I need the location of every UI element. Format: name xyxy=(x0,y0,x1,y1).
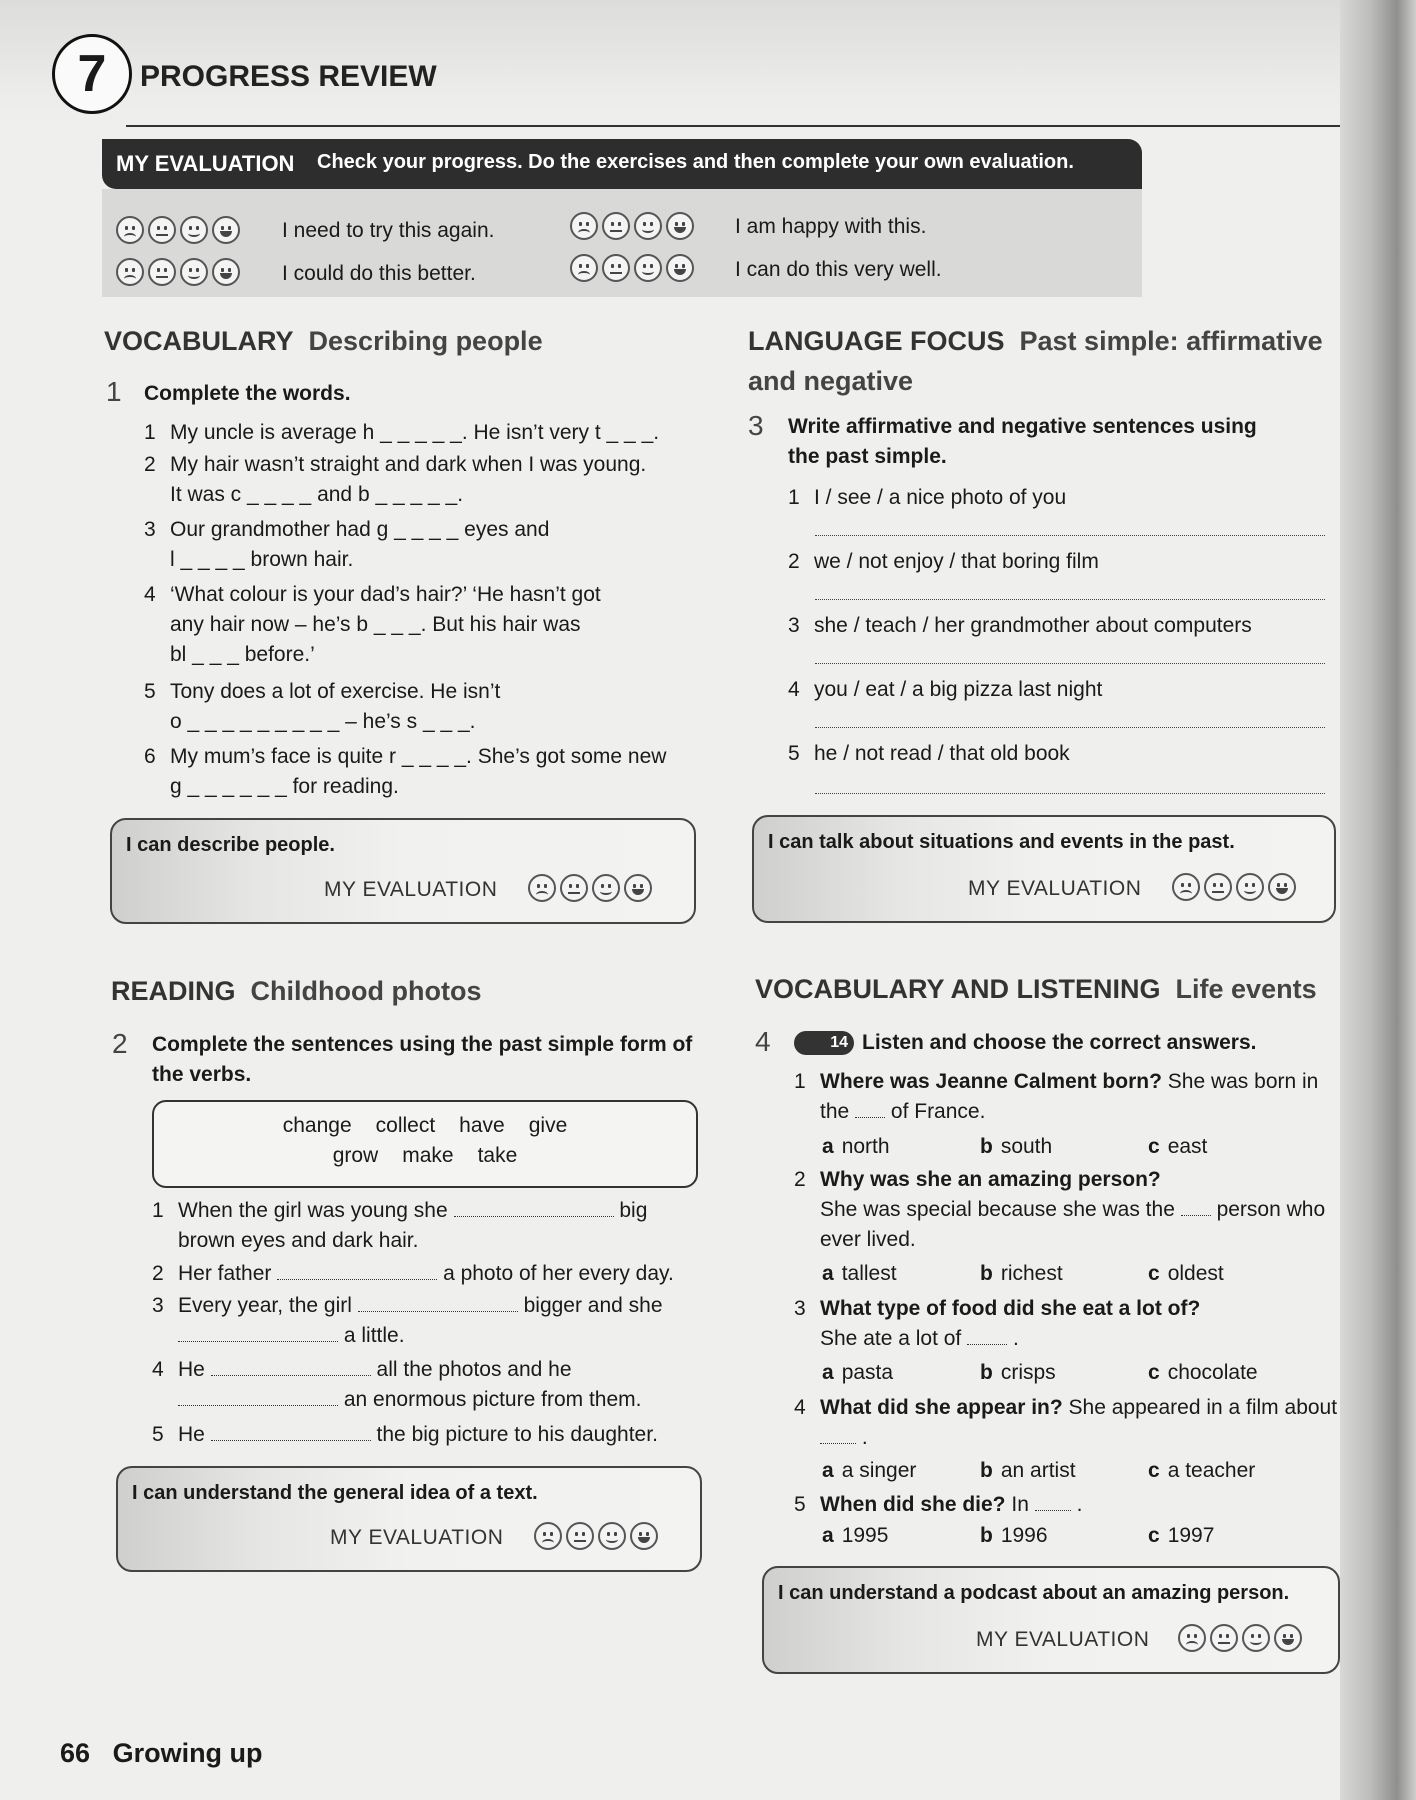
answer-blank[interactable] xyxy=(1181,1199,1211,1216)
vocab-item-1: 1 My uncle is average h _ _ _ _ _. He isn’t very t _ _ _. xyxy=(144,421,660,444)
exercise-instruction: Write affirmative and negative sentences using the past simple. xyxy=(788,415,1257,468)
option-c[interactable]: c east xyxy=(1148,1135,1208,1158)
vocab-item-5: 5 Tony does a lot of exercise. He isn’t o _ _ _ _ _ _ _ _ _ – he’s s _ _ _. xyxy=(144,680,501,733)
exercise-instruction: 14 Listen and choose the correct answers. xyxy=(794,1028,1256,1058)
langfocus-item-4: 4 you / eat / a big pizza last night xyxy=(788,678,1103,701)
option-b[interactable]: b crisps xyxy=(980,1361,1056,1384)
option-b[interactable]: b an artist xyxy=(980,1459,1076,1482)
legend-text-2: I could do this better. xyxy=(282,262,476,285)
sad-face-icon xyxy=(116,216,144,244)
vocab-item-6: 6 My mum’s face is quite r _ _ _ _. She’s got some new g _ _ _ _ _ _ for reading. xyxy=(144,745,667,798)
answer-blank[interactable] xyxy=(211,1424,371,1441)
smile-face-icon[interactable] xyxy=(592,874,620,902)
sad-face-icon xyxy=(116,258,144,286)
answer-line[interactable] xyxy=(815,793,1325,794)
vocab-item-2: 2 My hair wasn’t straight and dark when I was young. It was c _ _ _ _ and b _ _ _ _ _. xyxy=(144,453,647,506)
reading-item-5: 5 He the big picture to his daughter. xyxy=(152,1423,658,1446)
neutral-face-icon xyxy=(148,216,176,244)
option-a[interactable]: a north xyxy=(822,1135,890,1158)
evaluation-label: MY EVALUATION xyxy=(116,151,295,176)
vocab-section-title xyxy=(104,326,543,357)
can-do-box-langfocus xyxy=(752,815,1336,923)
neutral-face-icon xyxy=(602,212,630,240)
page-title: PROGRESS REVIEW xyxy=(140,60,437,93)
reading-title: READING xyxy=(111,976,236,1006)
sad-face-icon xyxy=(570,254,598,282)
answer-line[interactable] xyxy=(815,727,1325,728)
vocab-title: VOCABULARY xyxy=(104,326,294,356)
reading-section-title xyxy=(111,976,481,1007)
exercise-number: 3 xyxy=(748,410,764,441)
happy-face-icon xyxy=(212,216,240,244)
answer-blank[interactable] xyxy=(277,1263,437,1280)
can-do-box-vocab xyxy=(110,818,696,924)
my-evaluation-label: MY EVALUATION xyxy=(976,1628,1150,1651)
self-evaluation-faces[interactable] xyxy=(1178,1624,1302,1652)
sad-face-icon[interactable] xyxy=(534,1522,562,1550)
reading-item-1: 1 When the girl was young she big brown eyes and dark hair. xyxy=(152,1199,648,1252)
answer-blank[interactable] xyxy=(454,1200,614,1217)
answer-blank[interactable] xyxy=(178,1389,338,1406)
legend-faces-2 xyxy=(116,258,240,286)
option-a[interactable]: a 1995 xyxy=(822,1524,889,1547)
vocab-item-3: 3 Our grandmother had g _ _ _ _ eyes and l _ _ _ _ brown hair. xyxy=(144,518,550,571)
listening-question-3: 3 What type of food did she eat a lot of? She ate a lot of . xyxy=(794,1297,1201,1350)
sad-face-icon[interactable] xyxy=(1172,873,1200,901)
answer-line[interactable] xyxy=(815,663,1325,664)
listening-subtitle: Life events xyxy=(1175,974,1317,1004)
option-b[interactable]: b richest xyxy=(980,1262,1063,1285)
neutral-face-icon[interactable] xyxy=(560,874,588,902)
answer-line[interactable] xyxy=(815,599,1325,600)
langfocus-item-1: 1 I / see / a nice photo of you xyxy=(788,486,1067,509)
smile-face-icon[interactable] xyxy=(598,1522,626,1550)
listening-title: VOCABULARY AND LISTENING xyxy=(755,974,1161,1004)
langfocus-subtitle: Past simple: affirmative xyxy=(1019,326,1323,356)
langfocus-item-3: 3 she / teach / her grandmother about computers xyxy=(788,614,1252,637)
page-number: 66 xyxy=(60,1738,91,1768)
reading-subtitle: Childhood photos xyxy=(250,976,482,1006)
unit-number-badge: 7 xyxy=(52,34,132,114)
book-spine xyxy=(1340,0,1416,1800)
self-evaluation-faces[interactable] xyxy=(534,1522,658,1550)
langfocus-item-2: 2 we / not enjoy / that boring film xyxy=(788,550,1099,573)
neutral-face-icon[interactable] xyxy=(566,1522,594,1550)
smile-face-icon xyxy=(180,216,208,244)
legend-text-3: I am happy with this. xyxy=(735,215,927,238)
option-a[interactable]: a tallest xyxy=(822,1262,897,1285)
evaluation-bar xyxy=(102,139,1142,189)
evaluation-instruction: Check your progress. Do the exercises and then complete your own evaluation. xyxy=(317,151,1074,173)
legend-faces-3 xyxy=(570,212,694,240)
answer-line[interactable] xyxy=(815,535,1325,536)
exercise-number: 1 xyxy=(106,376,122,407)
option-a[interactable]: a pasta xyxy=(822,1361,894,1384)
can-do-text: I can understand a podcast about an amazing person. xyxy=(778,1582,1290,1604)
answer-blank[interactable] xyxy=(967,1328,1007,1345)
vocab-item-4: 4 ‘What colour is your dad’s hair?’ ‘He hasn’t got any hair now – he’s b _ _ _. But his hair was bl _ _ _ before.’ xyxy=(144,583,601,666)
can-do-box-reading xyxy=(116,1466,702,1572)
answer-blank[interactable] xyxy=(358,1295,518,1312)
self-evaluation-faces[interactable] xyxy=(528,874,652,902)
sad-face-icon[interactable] xyxy=(1178,1624,1206,1652)
listening-question-4: 4 What did she appear in? She appeared in a film about . xyxy=(794,1396,1338,1449)
option-c[interactable]: c chocolate xyxy=(1148,1361,1258,1384)
answer-blank[interactable] xyxy=(211,1359,371,1376)
happy-face-icon xyxy=(666,254,694,282)
happy-face-icon[interactable] xyxy=(1274,1624,1302,1652)
listening-question-5: 5 When did she die? In . xyxy=(794,1493,1083,1516)
exercise-number: 2 xyxy=(112,1028,128,1059)
legend-text-4: I can do this very well. xyxy=(735,258,942,281)
answer-blank[interactable] xyxy=(178,1325,338,1342)
smile-face-icon xyxy=(634,212,662,240)
neutral-face-icon[interactable] xyxy=(1204,873,1232,901)
legend-text-1: I need to try this again. xyxy=(282,219,495,242)
can-do-box-listening xyxy=(762,1566,1340,1674)
happy-face-icon[interactable] xyxy=(1268,873,1296,901)
smile-face-icon[interactable] xyxy=(1242,1624,1270,1652)
sad-face-icon[interactable] xyxy=(528,874,556,902)
langfocus-subtitle-2: and negative xyxy=(748,366,914,396)
legend-faces-1 xyxy=(116,216,240,244)
audio-track-icon[interactable]: 14 xyxy=(794,1031,854,1055)
neutral-face-icon xyxy=(148,258,176,286)
word-box: change collect have give grow make take xyxy=(152,1100,698,1188)
can-do-text: I can talk about situations and events in the past. xyxy=(768,831,1235,853)
exercise-number: 4 xyxy=(755,1026,771,1057)
footer-title: Growing up xyxy=(112,1738,263,1768)
can-do-text: I can understand the general idea of a text. xyxy=(132,1482,538,1504)
answer-blank[interactable] xyxy=(1035,1494,1071,1511)
self-evaluation-faces[interactable] xyxy=(1172,873,1296,901)
option-c[interactable]: c 1997 xyxy=(1148,1524,1215,1547)
reading-item-2: 2 Her father a photo of her every day. xyxy=(152,1262,674,1285)
neutral-face-icon[interactable] xyxy=(1210,1624,1238,1652)
langfocus-item-5: 5 he / not read / that old book xyxy=(788,742,1070,765)
happy-face-icon[interactable] xyxy=(624,874,652,902)
option-a[interactable]: a a singer xyxy=(822,1459,917,1482)
my-evaluation-label: MY EVALUATION xyxy=(330,1526,504,1549)
listening-question-1: 1 Where was Jeanne Calment born? She was born in the of France. xyxy=(794,1070,1319,1123)
page-footer xyxy=(60,1738,263,1769)
reading-item-4: 4 He all the photos and he an enormous picture from them. xyxy=(152,1358,642,1411)
vocab-subtitle: Describing people xyxy=(308,326,543,356)
option-c[interactable]: c oldest xyxy=(1148,1262,1224,1285)
my-evaluation-label: MY EVALUATION xyxy=(968,877,1142,900)
neutral-face-icon xyxy=(602,254,630,282)
happy-face-icon xyxy=(666,212,694,240)
sad-face-icon xyxy=(570,212,598,240)
reading-item-3: 3 Every year, the girl bigger and she a little. xyxy=(152,1294,663,1347)
happy-face-icon[interactable] xyxy=(630,1522,658,1550)
my-evaluation-label: MY EVALUATION xyxy=(324,878,498,901)
listening-section-title xyxy=(755,974,1317,1005)
happy-face-icon xyxy=(212,258,240,286)
header-divider xyxy=(126,125,1340,127)
langfocus-section-title xyxy=(748,321,1323,401)
answer-blank[interactable] xyxy=(820,1427,856,1444)
option-b[interactable]: b 1996 xyxy=(980,1524,1048,1547)
legend-faces-4 xyxy=(570,254,694,282)
option-b[interactable]: b south xyxy=(980,1135,1053,1158)
answer-blank[interactable] xyxy=(855,1101,885,1118)
langfocus-title: LANGUAGE FOCUS xyxy=(748,326,1005,356)
smile-face-icon xyxy=(180,258,208,286)
can-do-text: I can describe people. xyxy=(126,834,335,856)
exercise-instruction: Complete the sentences using the past simple form of the verbs. xyxy=(152,1033,693,1086)
exercise-instruction: Complete the words. xyxy=(144,382,351,405)
listening-question-2: 2 Why was she an amazing person? She was special because she was the person who ever lived. xyxy=(794,1168,1326,1251)
smile-face-icon xyxy=(634,254,662,282)
smile-face-icon[interactable] xyxy=(1236,873,1264,901)
option-c[interactable]: c a teacher xyxy=(1148,1459,1256,1482)
